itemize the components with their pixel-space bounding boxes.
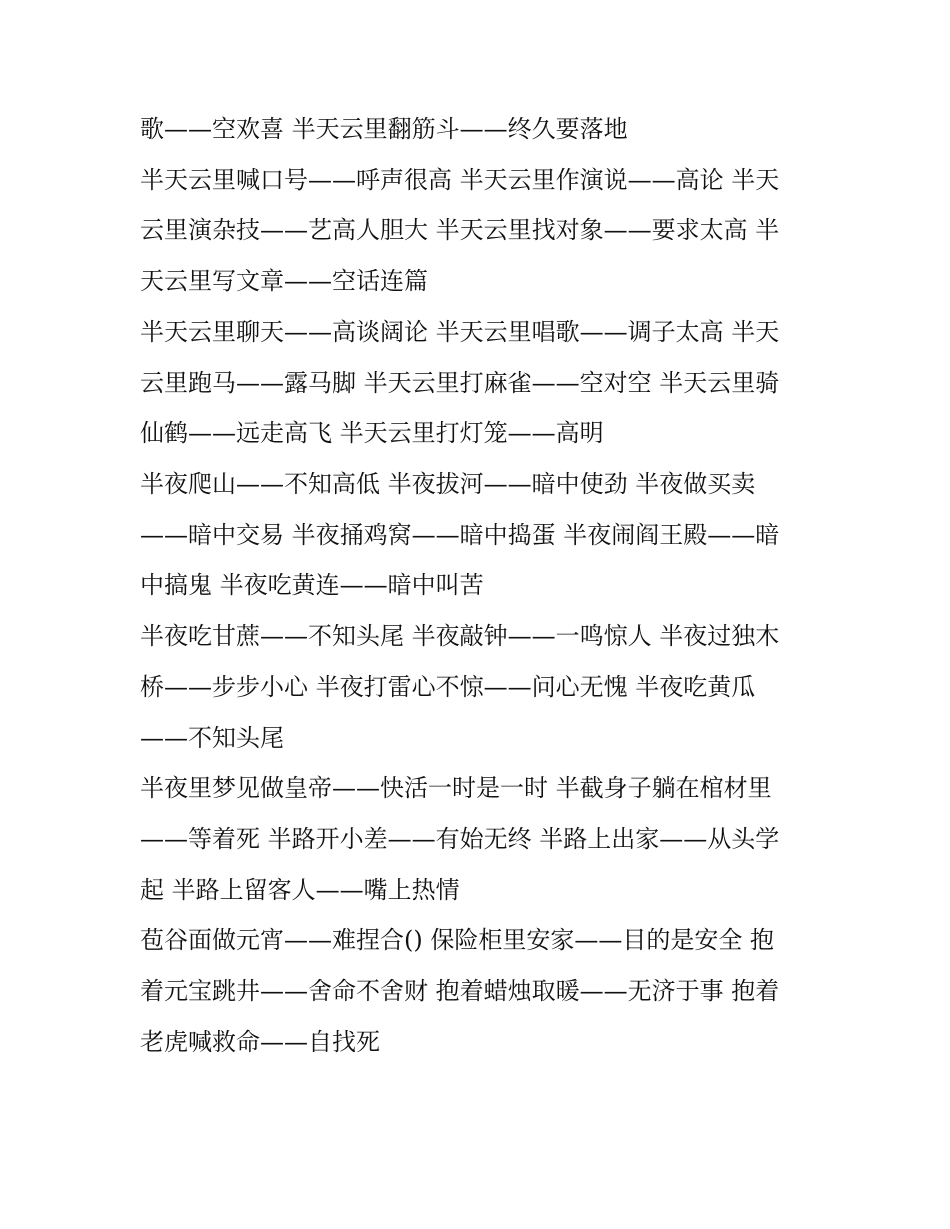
text-line: ——等着死 半路开小差——有始无终 半路上出家——从头学 — [140, 825, 780, 853]
text-line: 着元宝跳井——舍命不舍财 抱着蜡烛取暖——无济于事 抱着 — [140, 977, 780, 1005]
text-line: 半天云里聊天——高谈阔论 半天云里唱歌——调子太高 半天 — [140, 318, 780, 346]
text-line: 半夜里梦见做皇帝——快活一时是一时 半截身子躺在棺材里 — [140, 774, 772, 802]
text-line: 苞谷面做元宵——难捏合() 保险柜里安家——目的是安全 抱 — [140, 926, 774, 954]
text-line: 半夜吃甘蔗——不知头尾 半夜敲钟——一鸣惊人 半夜过独木 — [140, 622, 780, 650]
text-line: 老虎喊救命——自找死 — [140, 1028, 380, 1056]
text-line: 云里演杂技——艺高人胆大 半天云里找对象——要求太高 半 — [140, 216, 780, 244]
text-line: ——不知头尾 — [140, 724, 284, 752]
text-line: 起 半路上留客人——嘴上热情 — [140, 876, 460, 904]
text-line: 半天云里喊口号——呼声很高 半天云里作演说——高论 半天 — [140, 166, 780, 194]
text-line: 天云里写文章——空话连篇 — [140, 267, 428, 295]
text-line: 半夜爬山——不知高低 半夜拔河——暗中使劲 半夜做买卖 — [140, 470, 756, 498]
text-line: 桥——步步小心 半夜打雷心不惊——问心无愧 半夜吃黄瓜 — [140, 673, 756, 701]
text-line: 仙鹤——远走高飞 半天云里打灯笼——高明 — [140, 419, 604, 447]
text-line: 中搞鬼 半夜吃黄连——暗中叫苦 — [140, 571, 484, 599]
text-line: 云里跑马——露马脚 半天云里打麻雀——空对空 半天云里骑 — [140, 369, 780, 397]
text-line: 歌——空欢喜 半天云里翻筋斗——终久要落地 — [140, 115, 628, 143]
text-line: ——暗中交易 半夜捅鸡窝——暗中捣蛋 半夜闹阎王殿——暗 — [140, 521, 780, 549]
